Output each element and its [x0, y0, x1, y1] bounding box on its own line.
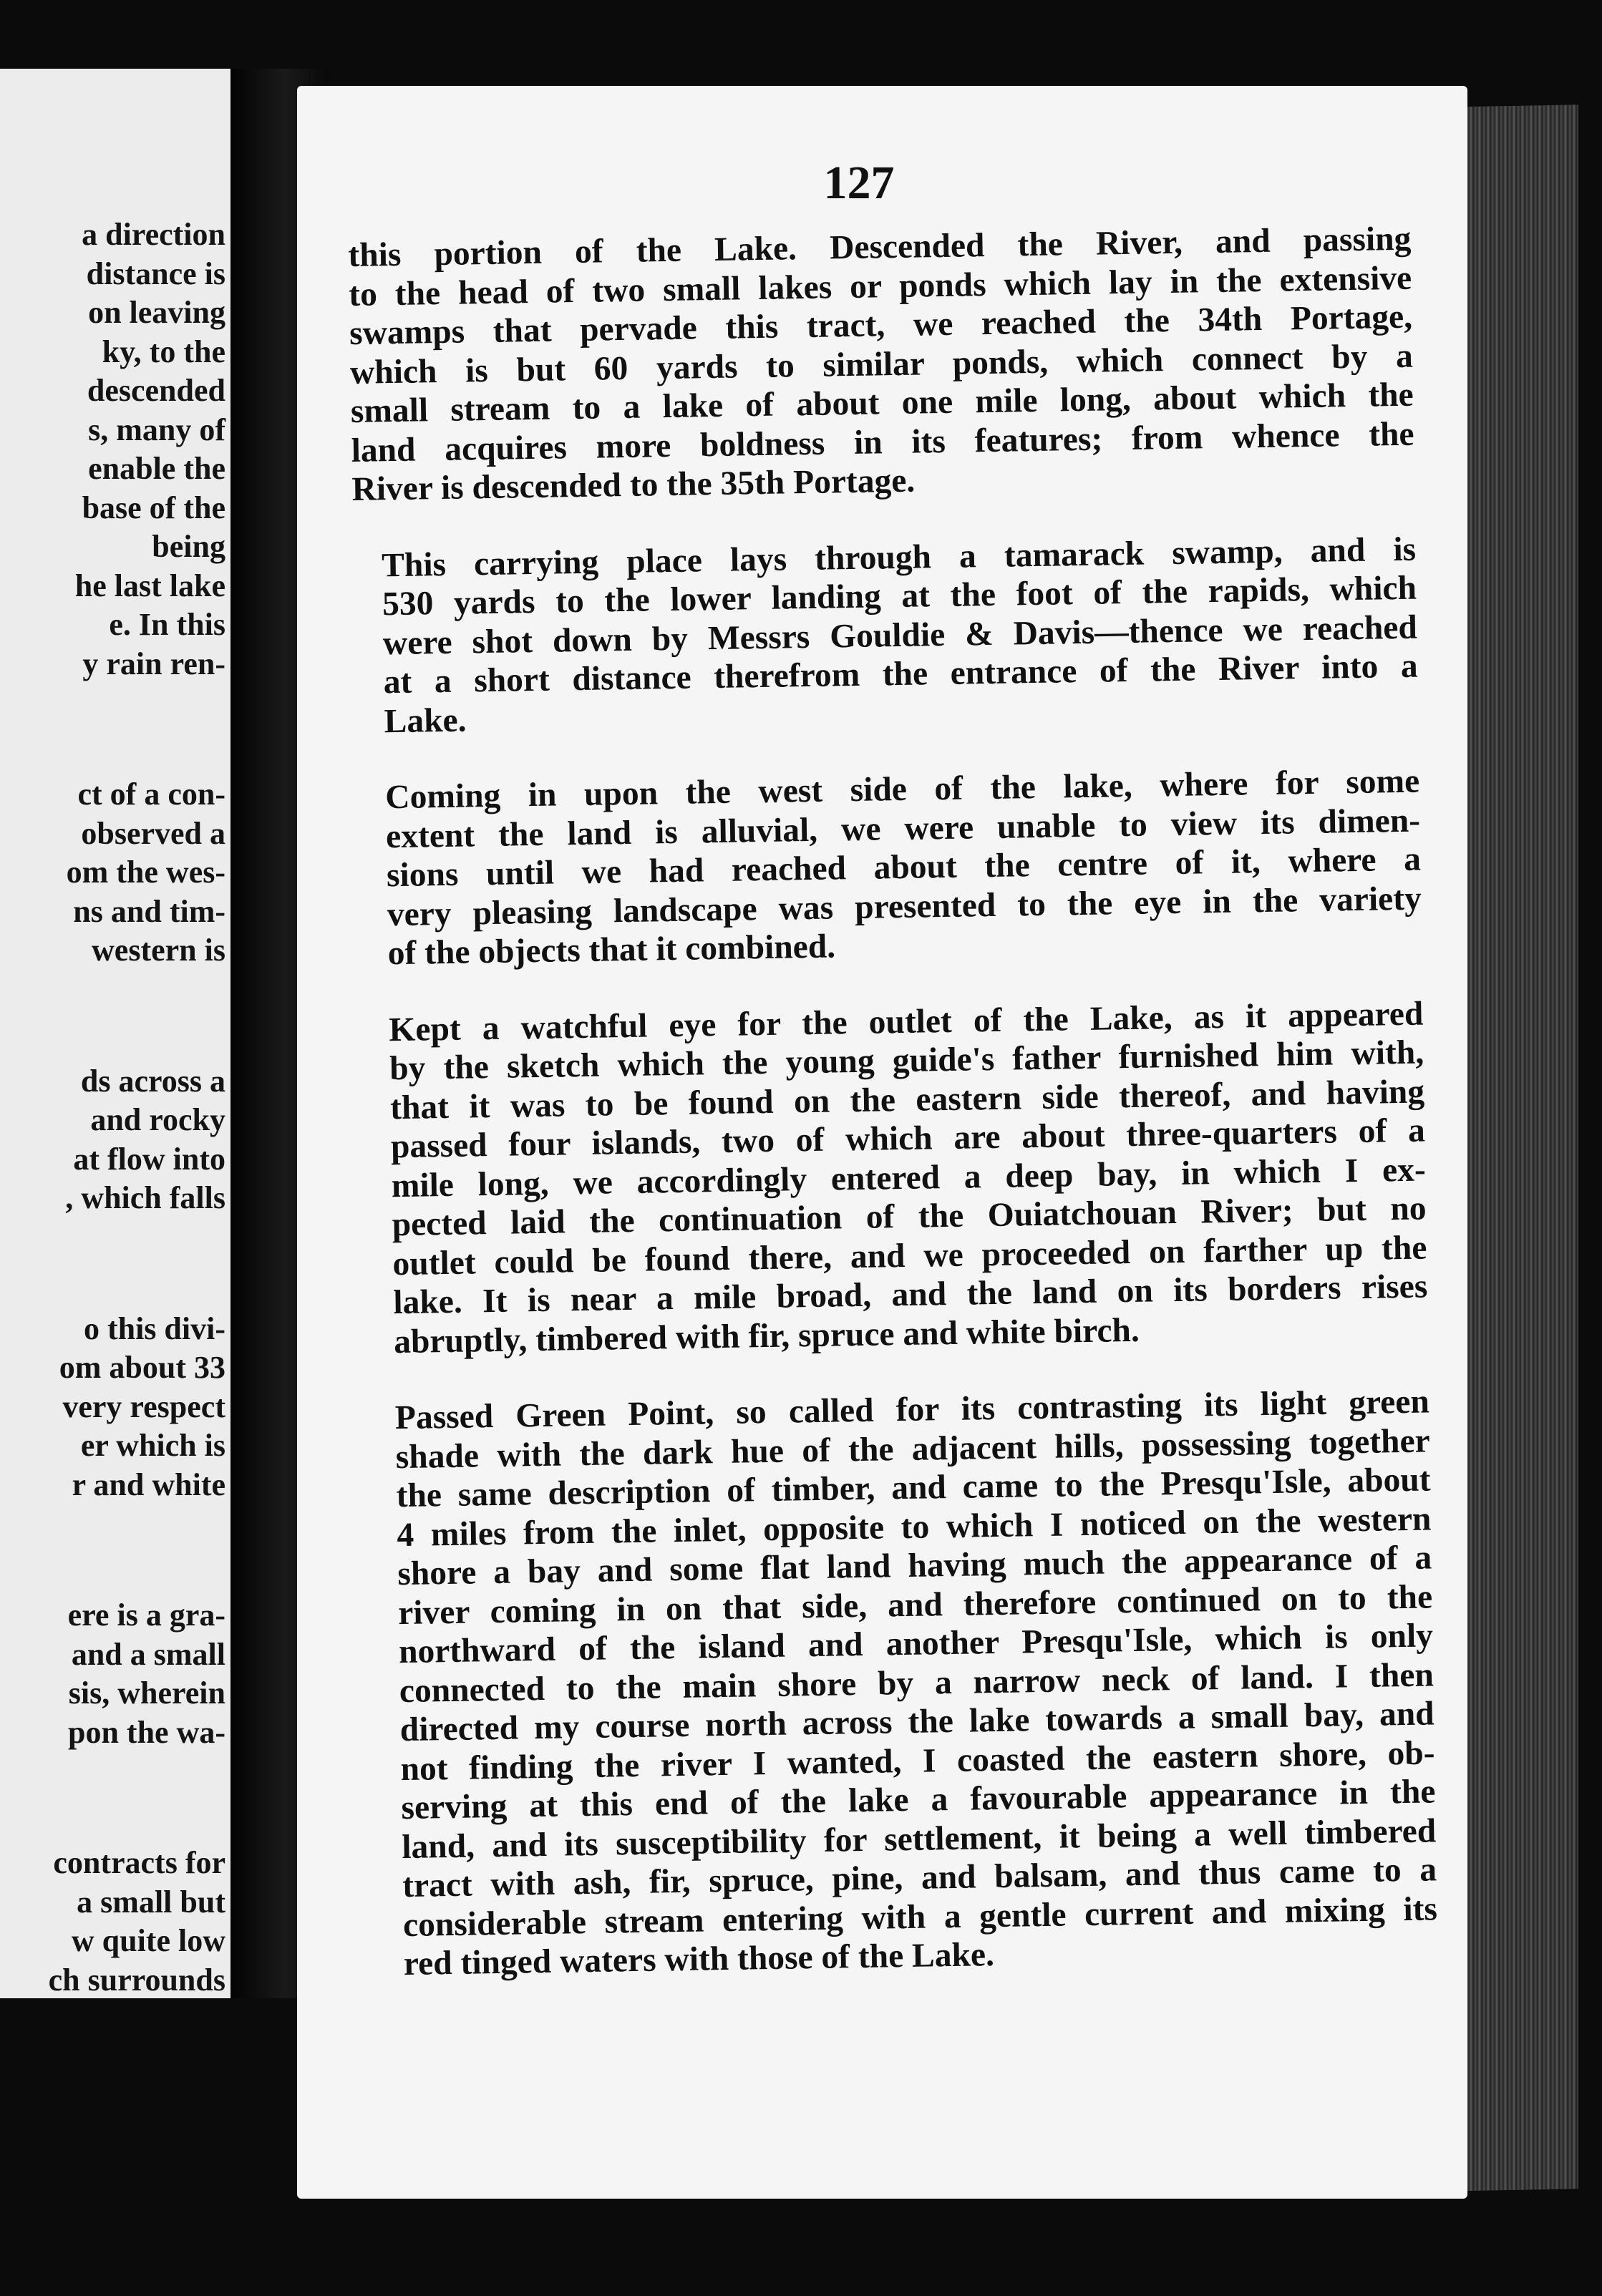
- text-line: Lake.: [384, 701, 467, 740]
- text-line: shore a bay and some flat land having much the appearance of a: [397, 1539, 1432, 1593]
- text-line: by the sketch which the young guide's father furnished him with,: [389, 1033, 1424, 1088]
- left-line: western is: [92, 933, 225, 968]
- left-line: ns and tim-: [73, 893, 225, 929]
- text-line: lake. It is near a mile broad, and the land on its borders rises: [393, 1268, 1428, 1322]
- left-line: he last lake: [74, 568, 225, 603]
- left-line: distance is: [86, 256, 225, 291]
- text-line: very pleasing landscape was presented to the eye in the variety: [387, 880, 1422, 933]
- text-line: of the objects that it combined.: [387, 928, 836, 973]
- page-number: 127: [823, 157, 895, 209]
- text-line: land acquires more boldness in its features; from whence the: [351, 415, 1414, 470]
- text-line: to the head of two small lakes or ponds which lay in the extensive: [348, 259, 1412, 313]
- left-line: e. In this: [109, 607, 225, 642]
- paragraph-5: [366, 1382, 1439, 1984]
- paragraph-1: [348, 220, 1415, 510]
- text-line: at a short distance therefrom the entrance of the River into a: [383, 647, 1419, 701]
- text-line: River is descended to the 35th Portage.: [351, 462, 916, 508]
- text-line: land, and its susceptibility for settlement, it being a well timbered: [401, 1811, 1437, 1866]
- text-line: extent the land is alluvial, we were unable to view its dimen-: [385, 802, 1421, 855]
- left-line: very respect: [62, 1388, 225, 1424]
- text-line: were shot down by Messrs Gouldie & Davis—thence we reached: [382, 608, 1418, 662]
- left-line: pon the wa-: [67, 1714, 225, 1750]
- left-line: observed a: [81, 815, 225, 851]
- left-line: being: [152, 529, 225, 564]
- text-line: river coming in on that side, and therefore continued on to the: [397, 1577, 1433, 1632]
- left-line: w quite low: [71, 1923, 225, 1958]
- text-line: 4 miles from the inlet, opposite to which I noticed on the western: [397, 1499, 1432, 1554]
- text-line: red tinged waters with those of the Lake.: [403, 1936, 995, 1983]
- text-line: northward of the island and another Presqu'Isle, which is only: [398, 1617, 1434, 1671]
- left-line: on leaving: [88, 295, 225, 330]
- left-line: at flow into: [73, 1141, 225, 1177]
- text-line: pected laid the continuation of the Ouiatchouan River; but no: [392, 1190, 1427, 1244]
- page-body: [348, 220, 1439, 2022]
- left-line: , which falls: [65, 1180, 225, 1215]
- text-line: This carrying place lays through a tamarack swamp, and is: [381, 530, 1417, 584]
- text-line: connected to the main shore by a narrow neck of land. I then: [399, 1655, 1434, 1710]
- text-line: the same description of timber, and came to the Presqu'Isle, about: [396, 1461, 1431, 1515]
- left-line: o this divi-: [83, 1310, 225, 1346]
- paragraph-3: [356, 762, 1422, 974]
- left-line: ky, to the: [102, 334, 225, 369]
- text-line: mile long, we accordingly entered a deep bay, in which I ex-: [391, 1151, 1427, 1205]
- text-line: Kept a watchful eye for the outlet of the Lake, as it appeared: [389, 995, 1424, 1049]
- text-line: shade with the dark hue of the adjacent hills, possessing together: [395, 1421, 1431, 1476]
- left-line: ere is a gra-: [67, 1597, 225, 1633]
- text-line: serving at this end of the lake a favourable appearance in the: [401, 1773, 1436, 1827]
- text-line: outlet could be found there, and we proceeded on farther up the: [392, 1229, 1427, 1283]
- left-line: s, many of: [88, 412, 225, 447]
- text-line: that it was to be found on the eastern side thereof, and having: [389, 1073, 1425, 1127]
- left-line: a direction: [82, 217, 225, 252]
- left-line: ch surrounds: [48, 1962, 225, 1998]
- left-line: ds across a: [80, 1063, 225, 1099]
- text-line: not finding the river I wanted, I coasted the eastern shore, ob-: [400, 1733, 1435, 1788]
- left-line: a small but: [77, 1884, 225, 1920]
- left-line: r and white: [72, 1466, 225, 1502]
- text-line: which is but 60 yards to similar ponds, which connect by a: [349, 337, 1414, 391]
- left-line: om the wes-: [66, 855, 225, 890]
- left-line: enable the: [88, 451, 225, 486]
- text-line: this portion of the Lake. Descended the River, and passing: [348, 220, 1412, 274]
- left-page-text: [0, 215, 225, 1998]
- left-line: base of the: [82, 490, 225, 525]
- left-line: descended: [87, 373, 225, 408]
- text-line: tract with ash, fir, spruce, pine, and balsam, and thus came to a: [402, 1851, 1437, 1905]
- left-line: contracts for: [53, 1845, 225, 1880]
- left-line: sis, wherein: [68, 1675, 225, 1711]
- paragraph-2: [353, 530, 1419, 741]
- text-line: sions until we had reached about the centre of it, where a: [386, 840, 1422, 895]
- text-line: abruptly, timbered with fir, spruce and white birch.: [393, 1311, 1140, 1361]
- left-line: and rocky: [90, 1102, 225, 1137]
- text-line: Coming in upon the west side of the lake, where for some: [384, 762, 1420, 817]
- text-line: considerable stream entering with a gentle current and mixing its: [402, 1889, 1438, 1944]
- left-line: y rain ren-: [82, 646, 225, 681]
- text-line: directed my course north across the lake towards a small bay, and: [399, 1695, 1435, 1749]
- text-line: passed four islands, two of which are about three-quarters of a: [390, 1111, 1426, 1166]
- left-line: and a small: [71, 1636, 225, 1672]
- text-line: small stream to a lake of about one mile long, about which the: [350, 376, 1414, 430]
- left-line: er which is: [80, 1428, 225, 1463]
- left-line: om about 33: [59, 1350, 225, 1385]
- paragraph-4: [360, 994, 1429, 1362]
- text-line: 530 yards to the lower landing at the foot of the rapids, which: [382, 569, 1417, 623]
- left-page: [0, 69, 230, 1998]
- text-line: Passed Green Point, so called for its contrasting its light green: [394, 1383, 1430, 1437]
- left-line: ct of a con-: [77, 777, 225, 812]
- text-line: swamps that pervade this tract, we reached the 34th Portage,: [349, 298, 1413, 352]
